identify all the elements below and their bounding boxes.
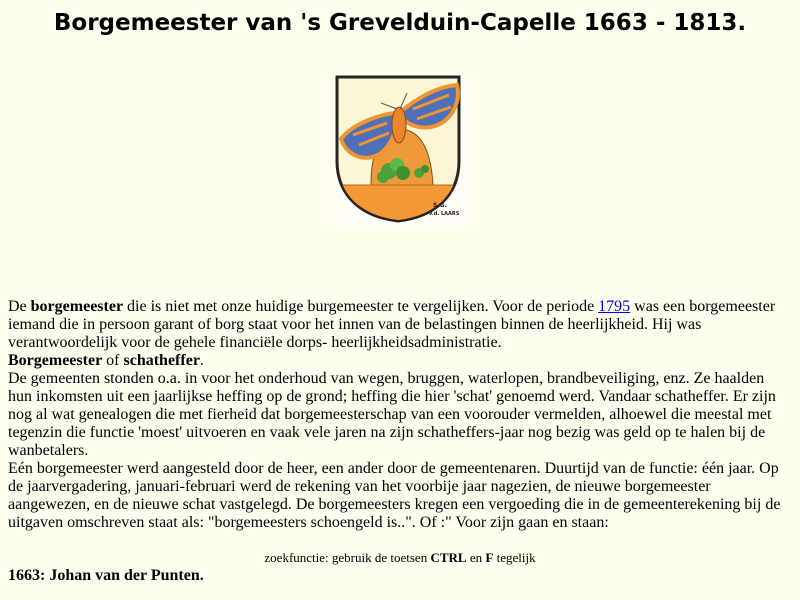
intro-paragraph-2: Borgemeester of schatheffer. xyxy=(8,352,204,369)
year-1795-link[interactable]: 1795 xyxy=(598,298,631,315)
intro-text xyxy=(8,298,792,532)
key-f: F xyxy=(485,550,494,565)
page-title: Borgemeester van 's Grevelduin-Capelle 1663 - 1813. xyxy=(53,10,747,36)
coat-of-arms-icon xyxy=(333,73,467,227)
key-ctrl: CTRL xyxy=(430,550,467,565)
term-borgemeester: borgemeester xyxy=(30,298,124,315)
coat-of-arms-image xyxy=(333,73,467,227)
intro-paragraph-3: De gemeenten stonden o.a. in voor het onderhoud van wegen, bruggen, waterlopen, brandbeveiliging, enz. Ze haalden hun inkomsten uit een jaarlijkse heffing op de grond; heffing die hier 'schat' genoemd werd. Vandaar schatheffer. Er zijn nog al wat genealogen die met fierheid dat borgemeesterschap van een voorouder vermelden, alhoewel die meestal met tegenzin die functie 'moest' uitvoeren en vaak vele jaren na zijn schatheffers-jaar nog bezig was geld op te halen bij de wanbetalers. xyxy=(8,370,776,459)
intro-paragraph-4: Eén borgemeester werd aangesteld door de heer, een ander door de gemeentenaren. Duurtijd van de functie: één jaar. Op de jaarvergadering, januari-februari werd de rekening van het voorbije jaar nagezien, de nieuwe borgemeester aangewezen, en de nieuwe schat vastgelegd. De borgemeesters kregen een vergoeding die in de gemeenterekening bij de uitgaven omschreven staat als: "borgemeesters schoengeld is..". Of :" Voor zijn gaan en staan: xyxy=(8,460,781,531)
svg-text:S.G.: S.G. xyxy=(433,202,447,209)
intro-paragraph-1: De borgemeester die is niet met onze huidige burgemeester te vergelijken. Voor de periode 1795 was een borgemeester iemand die in persoon garant of borg staat voor het innen van de belastingen binnen de heerlijkheid. Hij was verantwoordelijk voor de gehele financiële dorps- heerlijkheidsadministratie. xyxy=(8,298,776,351)
search-hint: zoekfunctie: gebruik de toetsen CTRL en F tegelijk xyxy=(264,550,536,565)
svg-text:v.d. LAARS: v.d. LAARS xyxy=(429,211,460,217)
mayor-entry: 1663: Johan van der Punten. xyxy=(8,567,204,584)
